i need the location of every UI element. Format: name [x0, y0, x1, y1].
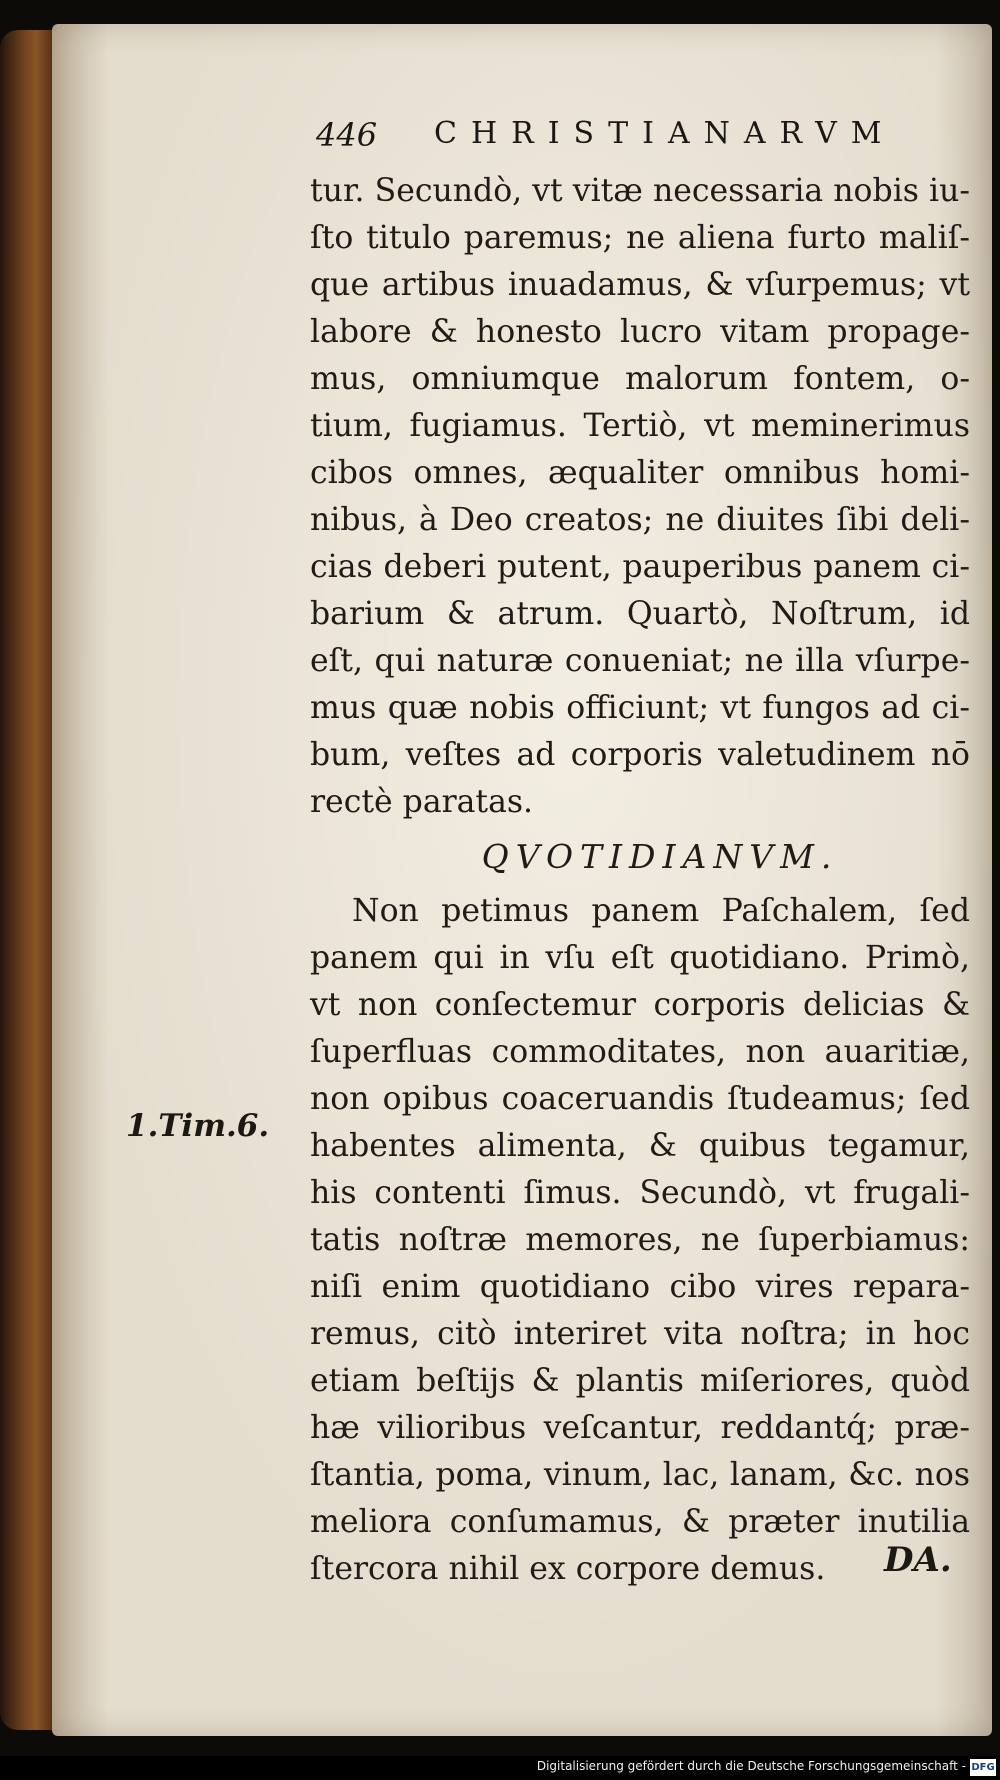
text-line: ſuperfluas commoditates, non auaritiæ,: [310, 1034, 970, 1070]
text-line: niſi enim quotidiano cibo vires repara-: [310, 1269, 970, 1305]
text-line: meliora conſumamus, & præter inutilia: [310, 1504, 970, 1540]
text-line: barium & atrum. Quartò, Noſtrum, id: [310, 596, 970, 632]
text-line: tatis noſtræ memores, ne ſuperbiamus:: [310, 1222, 970, 1258]
page-header: [316, 116, 926, 160]
margin-note: 1.Tim.6.: [126, 1108, 270, 1144]
text-line: hæ vilioribus veſcantur, reddantq́; præ-: [310, 1410, 970, 1446]
text-line: tur. Secundò, vt vitæ necessaria nobis iu-: [310, 173, 970, 209]
text-line: labore & honesto lucro vitam propage-: [310, 314, 970, 350]
text-block-before: [310, 168, 970, 826]
body-text: [310, 168, 970, 1593]
text-line: que artibus inuadamus, & vſurpemus; vt: [310, 267, 970, 303]
section-title: QVOTIDIANVM.: [481, 837, 839, 876]
text-line: cibos omnes, æqualiter omnibus homi-: [310, 455, 970, 491]
text-line: cias deberi putent, pauperibus panem ci-: [310, 549, 970, 585]
dfg-logo: DFG: [970, 1759, 996, 1776]
text-line: ſtantia, poma, vinum, lac, lanam, &c. nos: [310, 1457, 970, 1493]
text-line: ſtercora nihil ex corpore demus.: [310, 1551, 826, 1587]
text-line: nibus, à Deo creatos; ne diuites ſibi deli-: [310, 502, 970, 538]
catchword: DA.: [884, 1540, 952, 1580]
text-line: remus, citò interiret vita noſtra; in hoc: [310, 1316, 970, 1352]
text-line: panem qui in vſu eſt quotidiano. Primò,: [310, 940, 970, 976]
text-line: rectè paratas.: [310, 784, 534, 820]
text-line: his contenti ſimus. Secundò, vt frugali-: [310, 1175, 970, 1211]
page-number: 446: [316, 116, 378, 154]
text-line: vt non conſectemur corporis delicias &: [310, 987, 970, 1023]
text-block-after: [310, 888, 970, 1593]
text-line: non opibus coaceruandis ſtudeamus; ſed: [310, 1081, 970, 1117]
text-line: etiam beſtijs & plantis miſeriores, quòd: [310, 1363, 970, 1399]
text-line: bum, veſtes ad corporis valetudinem nō: [310, 737, 970, 773]
text-line: eſt, qui naturæ conueniat; ne illa vſurpe-: [310, 643, 970, 679]
footer-credit: Digitalisierung gefördert durch die Deutsche Forschungsgemeinschaft -: [536, 1759, 966, 1773]
running-head: CHRISTIANARVM: [434, 116, 896, 151]
text-line: mus quæ nobis officiunt; vt fungos ad ci-: [310, 690, 970, 726]
text-line: mus, omniumque malorum fontem, o-: [310, 361, 970, 397]
text-line: tium, fugiamus. Tertiò, vt meminerimus: [310, 408, 970, 444]
text-line: habentes alimenta, & quibus tegamur,: [310, 1128, 970, 1164]
text-line: Non petimus panem Paſchalem, ſed: [352, 893, 970, 929]
text-line: ſto titulo paremus; ne aliena furto maliſ-: [310, 220, 970, 256]
